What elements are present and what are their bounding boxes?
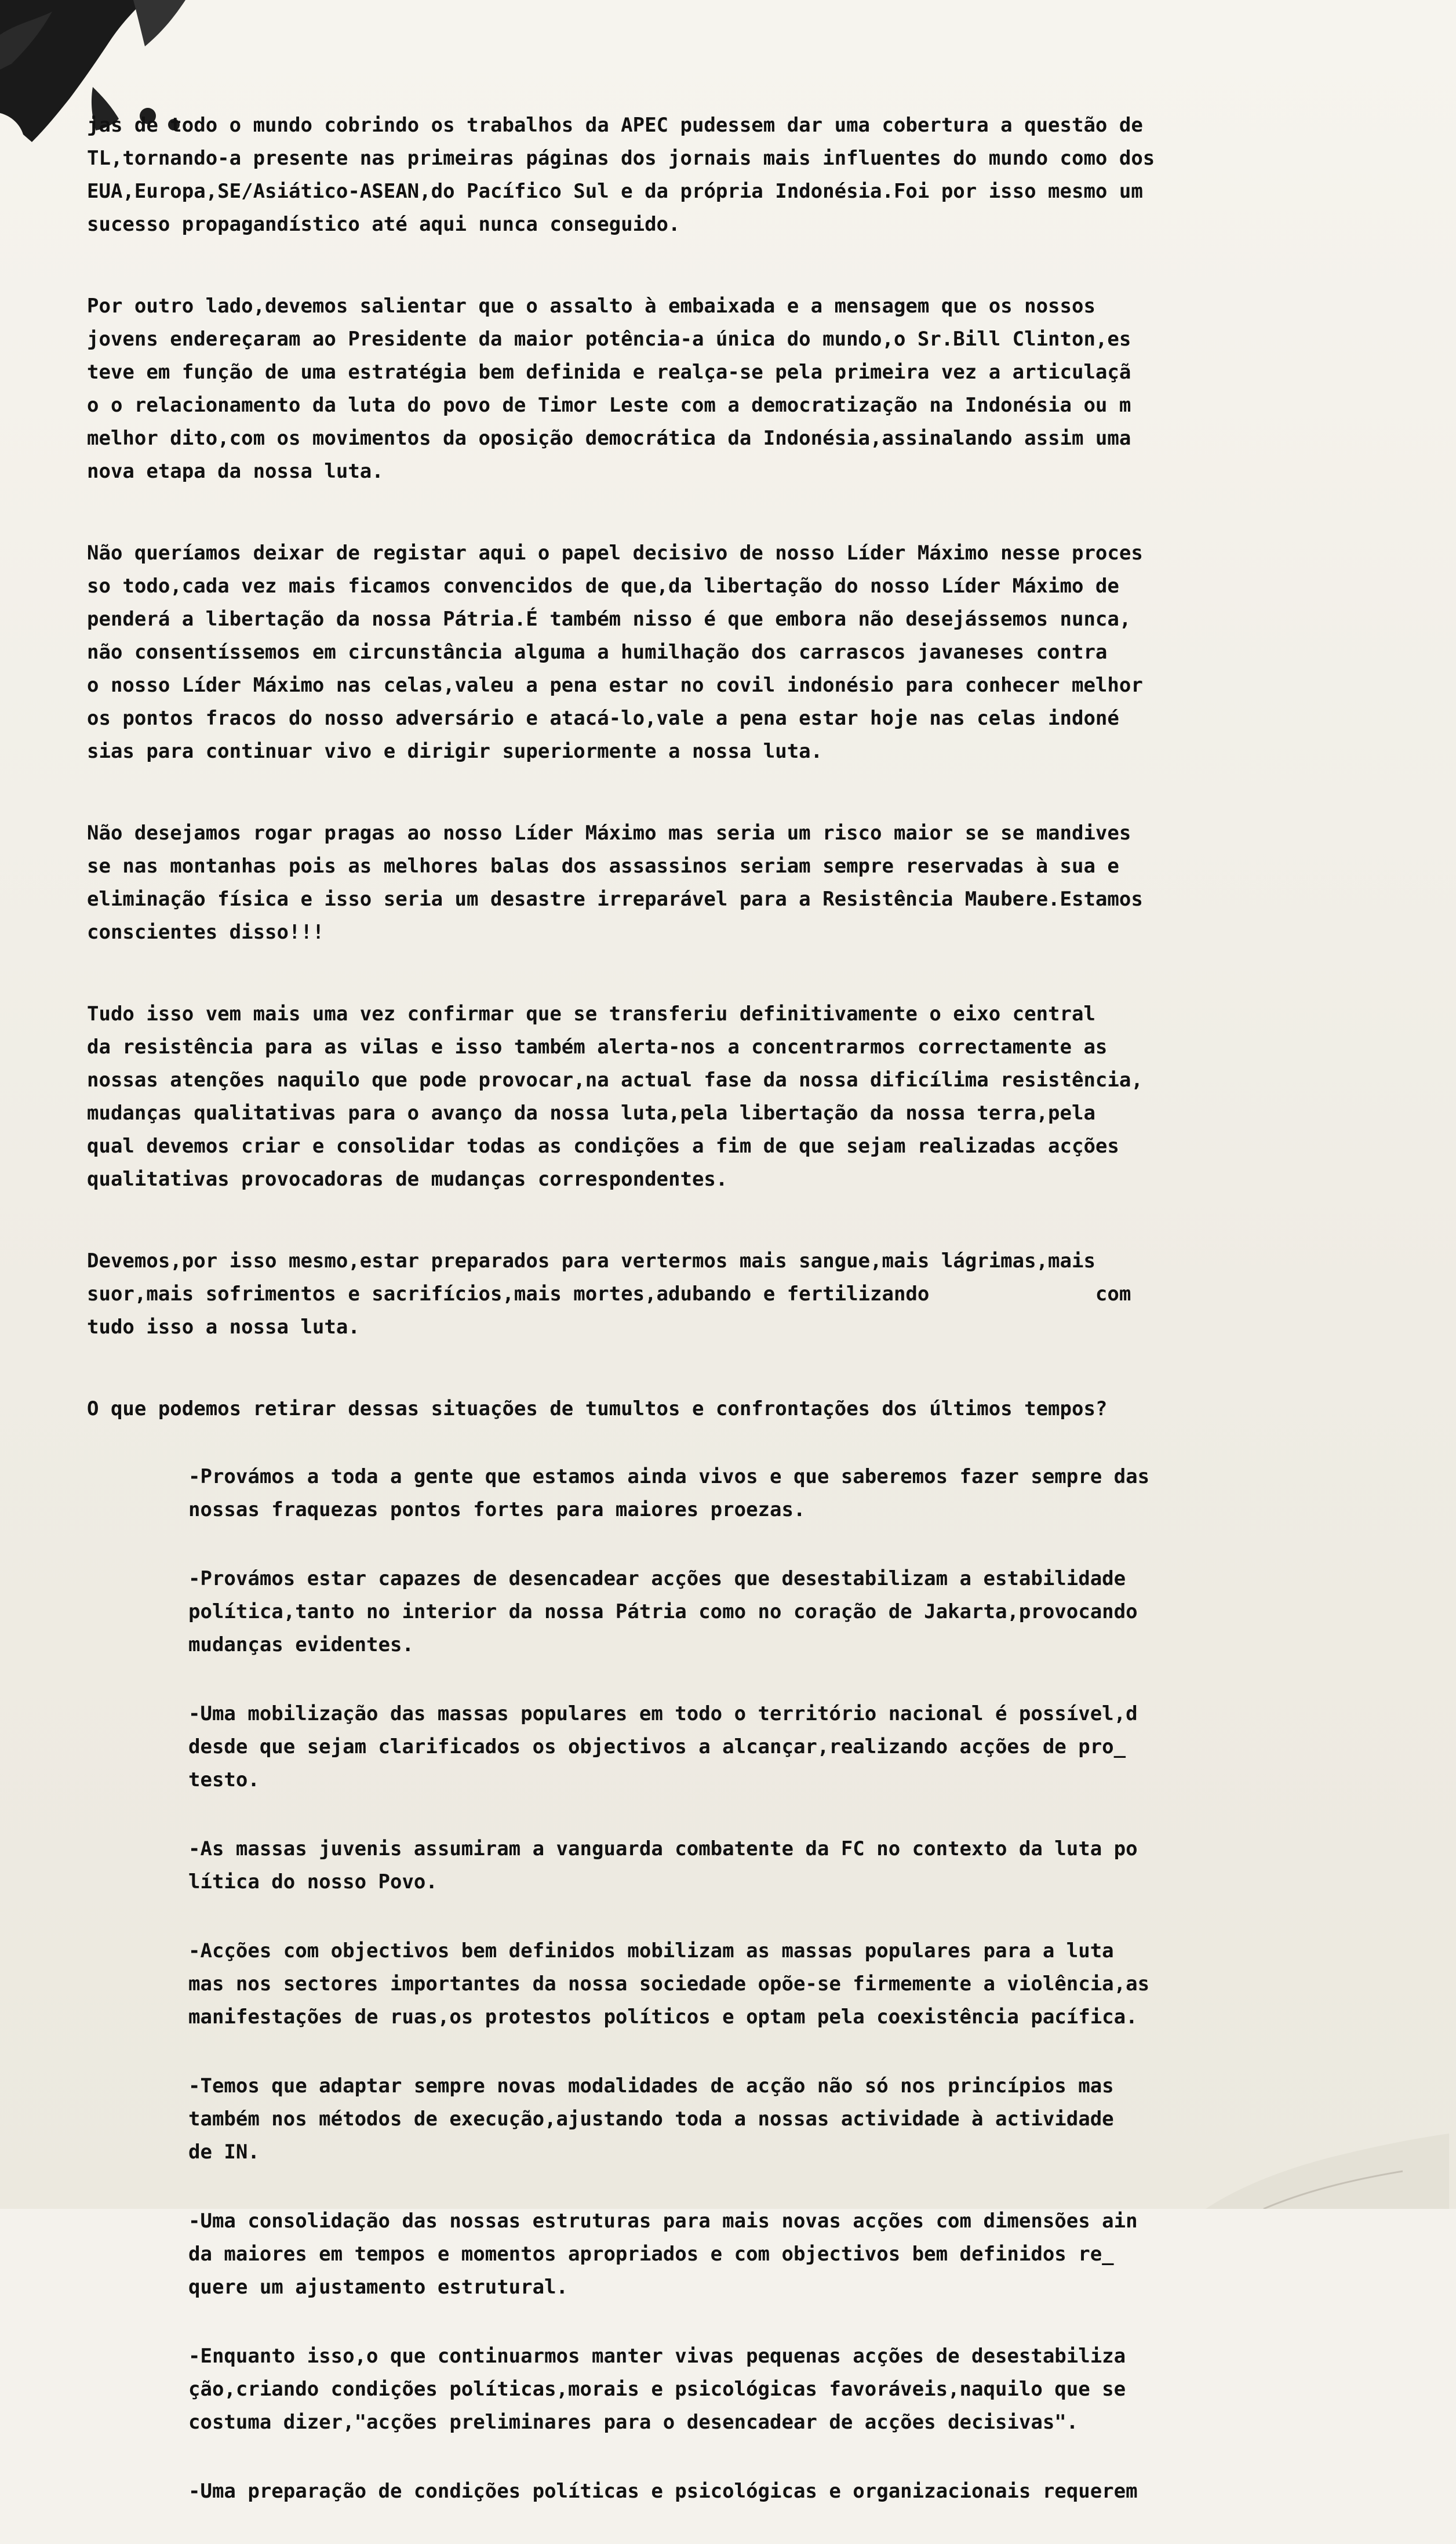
paragraph-leader-role: Não queríamos deixar de registar aqui o papel decisivo de nosso Líder Máximo nesse proces so todo,cada vez mais ficamos convencidos de que,da libertação do nosso Líder Máximo de penderá a libertação da nossa Pátria.É também nisso é que embora não desejássemos nunca, não consentíssemos em circunstância alguma a humilhação dos carrascos javaneses contra o nosso Líder Máximo nas celas,valeu a pena estar no covil indonésio para conhecer melhor os pontos fracos do nosso adversário e atacá-lo,vale a pena estar hoje nas celas indoné sias para continuar vivo e dirigir superiormente a nossa luta. [87,541,1143,763]
paragraph-leader-risk: Não desejamos rogar pragas ao nosso Líder Máximo mas seria um risco maior se se mandives se nas montanhas pois as melhores balas dos assassinos seriam sempre reservadas à sua e eliminação física e isso seria um desastre irreparável para a Resistência Maubere.Estamos conscientes disso!!! [87,822,1143,944]
list-item: -Uma preparação de condições políticas e psicológicas e organizacionais requerem [188,2480,1138,2503]
list-item: -Provámos estar capazes de desencadear acções que desestabilizam a estabilidade política,tanto no interior da nossa Pátria como no coração de Jakarta,provocando mudanças evidentes. [188,1567,1138,1656]
paragraph-apec-coverage: jas de todo o mundo cobrindo os trabalhos da APEC pudessem dar uma cobertura a questão de TL,tornando-a presente nas primeiras páginas dos jornais mais influentes do mundo como dos EUA,Europa,SE/Asiático-ASEAN,do Pacífico Sul e da própria Indonésia.Foi por isso mesmo um sucesso propagandístico até aqui nunca conseguido. [87,114,1155,236]
conclusions-list [87,1460,1397,2508]
list-item: -Acções com objectivos bem definidos mobilizam as massas populares para a luta mas nos sectores importantes da nossa sociedade opõe-se firmemente a violência,as manifestações de ruas,os protestos políticos e optam pela coexistência pacífica. [188,1939,1150,2029]
list-item: -Provámos a toda a gente que estamos ainda vivos e que saberemos fazer sempre das nossas fraquezas pontos fortes para maiores proezas. [188,1465,1150,1521]
paragraph-resistance-axis: Tudo isso vem mais uma vez confirmar que se transferiu definitivamente o eixo central da resistência para as vilas e isso também alerta-nos a concentrarmos correctamente as nossas atenções naquilo que pode provocar,na actual fase da nossa dificílima resistência, mudanças qualitativas para o avanço da nossa luta,pela libertação da nossa terra,pela qual devemos criar e consolidar todas as condições a fim de que sejam realizadas acções qualitativas provocadoras de mudanças correspondentes. [87,1002,1143,1191]
page-wear-mark [1194,2099,1449,2209]
list-item: -As massas juvenis assumiram a vanguarda combatente da FC no contexto da luta po lítica do nosso Povo. [188,1837,1138,1894]
list-item: -Enquanto isso,o que continuarmos manter vivas pequenas acções de desestabiliza ção,criando condições políticas,morais e psicológicas favoráveis,naquilo que se costuma dizer,"acções preliminares para o desencadear de acções decisivas". [188,2345,1126,2434]
list-item: -Uma consolidação das nossas estruturas para mais novas acções com dimensões ain da maiores em tempos e momentos apropriados e com objectivos bem definidos re_ quere um ajustamento estrutural. [188,2209,1138,2299]
list-item: -Temos que adaptar sempre novas modalidades de acção não só nos princípios mas também nos métodos de execução,ajustando toda a nossas actividade à actividade de IN. [188,2074,1114,2164]
paragraph-embassy-assault: Por outro lado,devemos salientar que o assalto à embaixada e a mensagem que os nossos jovens endereçaram ao Presidente da maior potência-a única do mundo,o Sr.Bill Clinton,es teve em função de uma estratégia bem definida e realça-se pela primeira vez a articulaçã o o relacionamento da luta do povo de Timor Leste com a democratização na Indonésia ou m melhor dito,com os movimentos da oposição democrática da Indonésia,assinalando assim uma nova etapa da nossa luta. [87,295,1131,483]
list-item: -Uma mobilização das massas populares em todo o território nacional é possível,d desde que sejam clarificados os objectivos a alcançar,realizando acções de pro_ testo. [188,1702,1138,1791]
question-line: O que podemos retirar dessas situações de tumultos e confrontações dos últimos tempos? [87,1397,1108,1420]
paragraph-sacrifice: Devemos,por isso mesmo,estar preparados para vertermos mais sangue,mais lágrimas,mais suor,mais sofrimentos e sacrifícios,mais mortes,adubando e fertilizando com tudo isso a nossa luta. [87,1249,1131,1339]
